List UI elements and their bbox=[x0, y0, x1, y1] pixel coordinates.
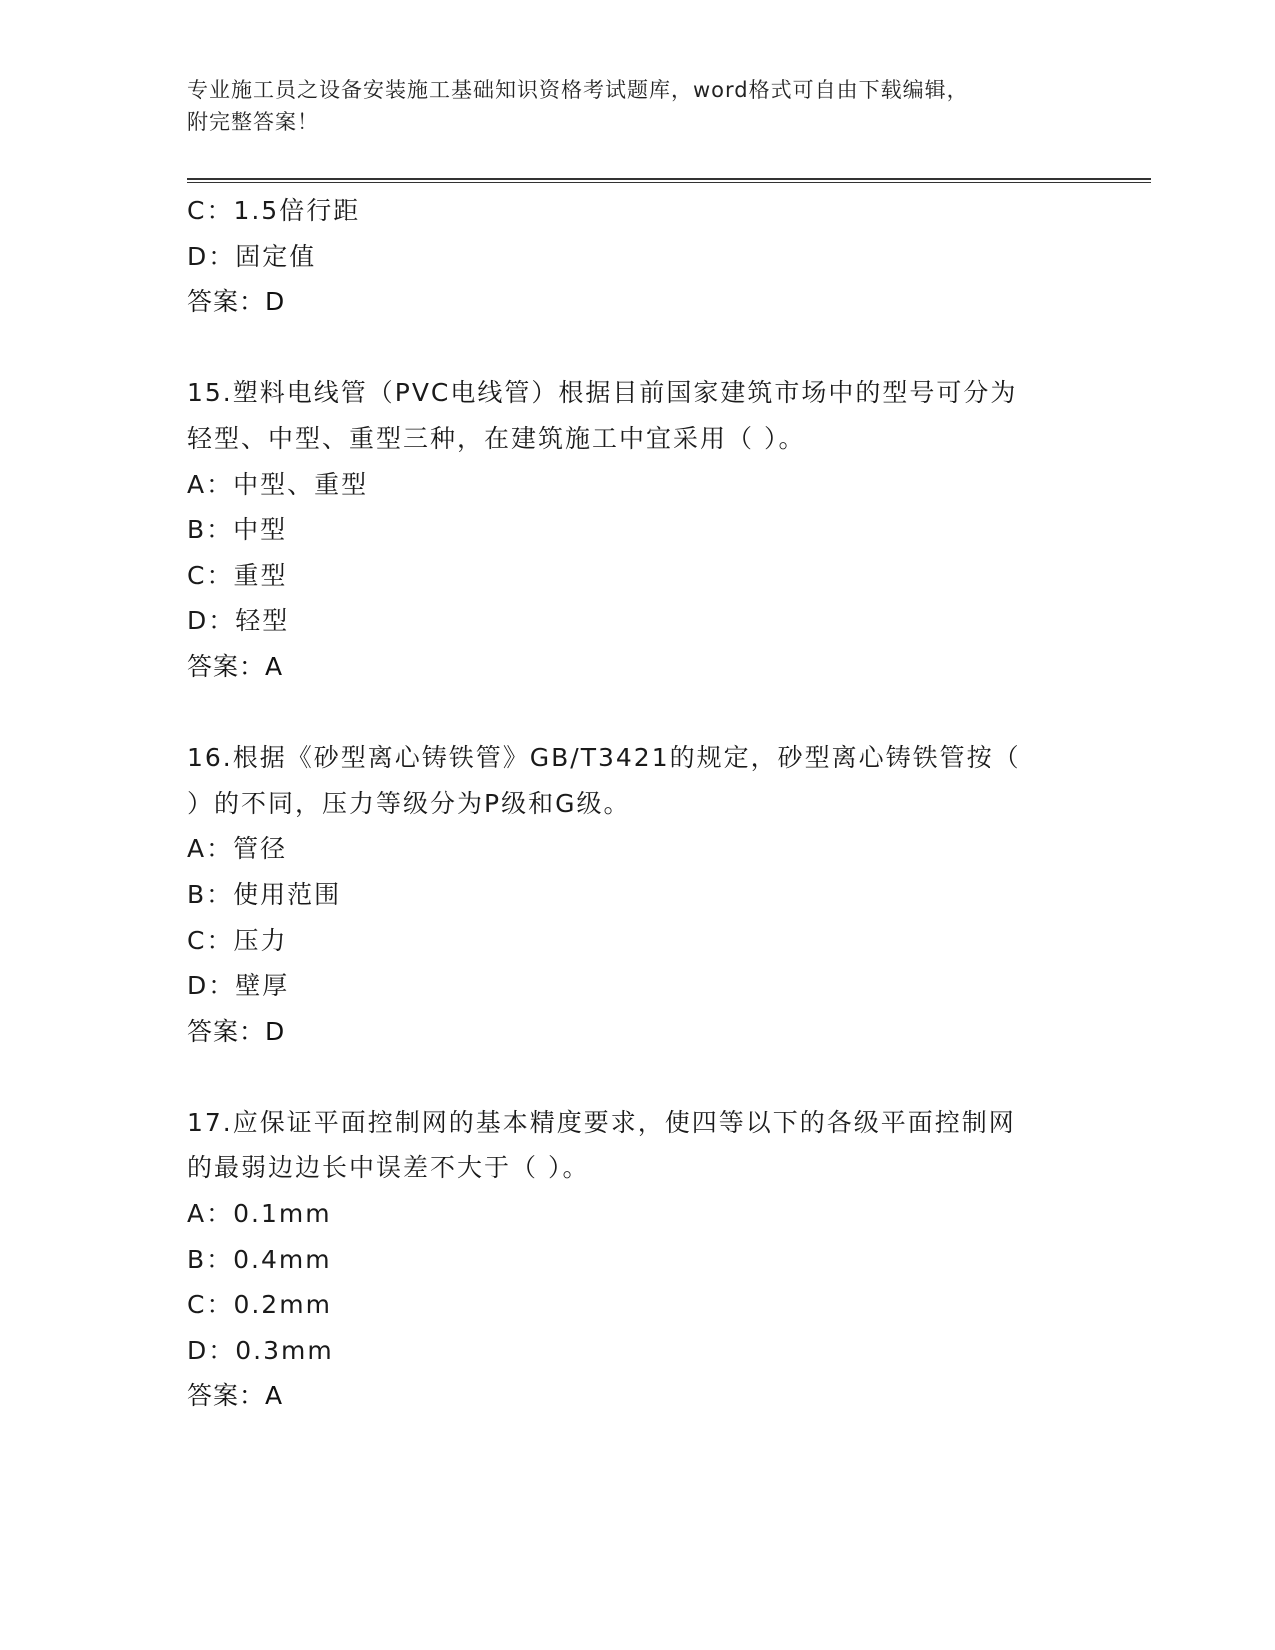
question-stem-line: 轻型、中型、重型三种，在建筑施工中宜采用（ ）。 bbox=[187, 423, 806, 453]
document-header bbox=[187, 74, 1087, 138]
option-d: D：壁厚 bbox=[187, 971, 290, 1001]
option-d: D：轻型 bbox=[187, 606, 290, 636]
answer: 答案：D bbox=[187, 287, 286, 317]
question-stem-line: 的最弱边边长中误差不大于（ ）。 bbox=[187, 1153, 590, 1183]
question-stem-line: 15.塑料电线管（PVC电线管）根据目前国家建筑市场中的型号可分为 bbox=[187, 378, 1018, 408]
option-b: B：0.4mm bbox=[187, 1244, 332, 1274]
question-15 bbox=[187, 370, 1107, 689]
option-b: B：使用范围 bbox=[187, 879, 342, 909]
option-a: A：管径 bbox=[187, 834, 288, 864]
header-divider bbox=[187, 178, 1151, 183]
option-d: D：固定值 bbox=[187, 241, 317, 271]
question-spacer bbox=[187, 1054, 1107, 1100]
option-c: C：压力 bbox=[187, 925, 288, 955]
option-c: C：0.2mm bbox=[187, 1290, 332, 1320]
question-list bbox=[187, 188, 1107, 1419]
option-c: C：重型 bbox=[187, 560, 288, 590]
question-16 bbox=[187, 735, 1107, 1054]
option-b: B：中型 bbox=[187, 515, 288, 545]
question-17 bbox=[187, 1100, 1107, 1419]
previous-question-tail bbox=[187, 188, 1107, 325]
question-spacer bbox=[187, 325, 1107, 371]
question-stem-line: ）的不同，压力等级分为P级和G级。 bbox=[187, 788, 631, 818]
option-a: A：0.1mm bbox=[187, 1199, 332, 1229]
option-c: C：1.5倍行距 bbox=[187, 196, 361, 225]
header-line-1: 专业施工员之设备安装施工基础知识资格考试题库，word格式可自由下载编辑， bbox=[187, 78, 969, 102]
answer: 答案：A bbox=[187, 1381, 284, 1411]
question-stem-line: 17.应保证平面控制网的基本精度要求，使四等以下的各级平面控制网 bbox=[187, 1107, 1016, 1137]
header-line-2: 附完整答案！ bbox=[187, 110, 319, 134]
question-spacer bbox=[187, 690, 1107, 736]
option-d: D：0.3mm bbox=[187, 1335, 334, 1365]
answer: 答案：D bbox=[187, 1016, 286, 1046]
answer: 答案：A bbox=[187, 651, 284, 681]
option-a: A：中型、重型 bbox=[187, 469, 369, 499]
question-stem-line: 16.根据《砂型离心铸铁管》GB/T3421的规定，砂型离心铸铁管按（ bbox=[187, 743, 1021, 773]
